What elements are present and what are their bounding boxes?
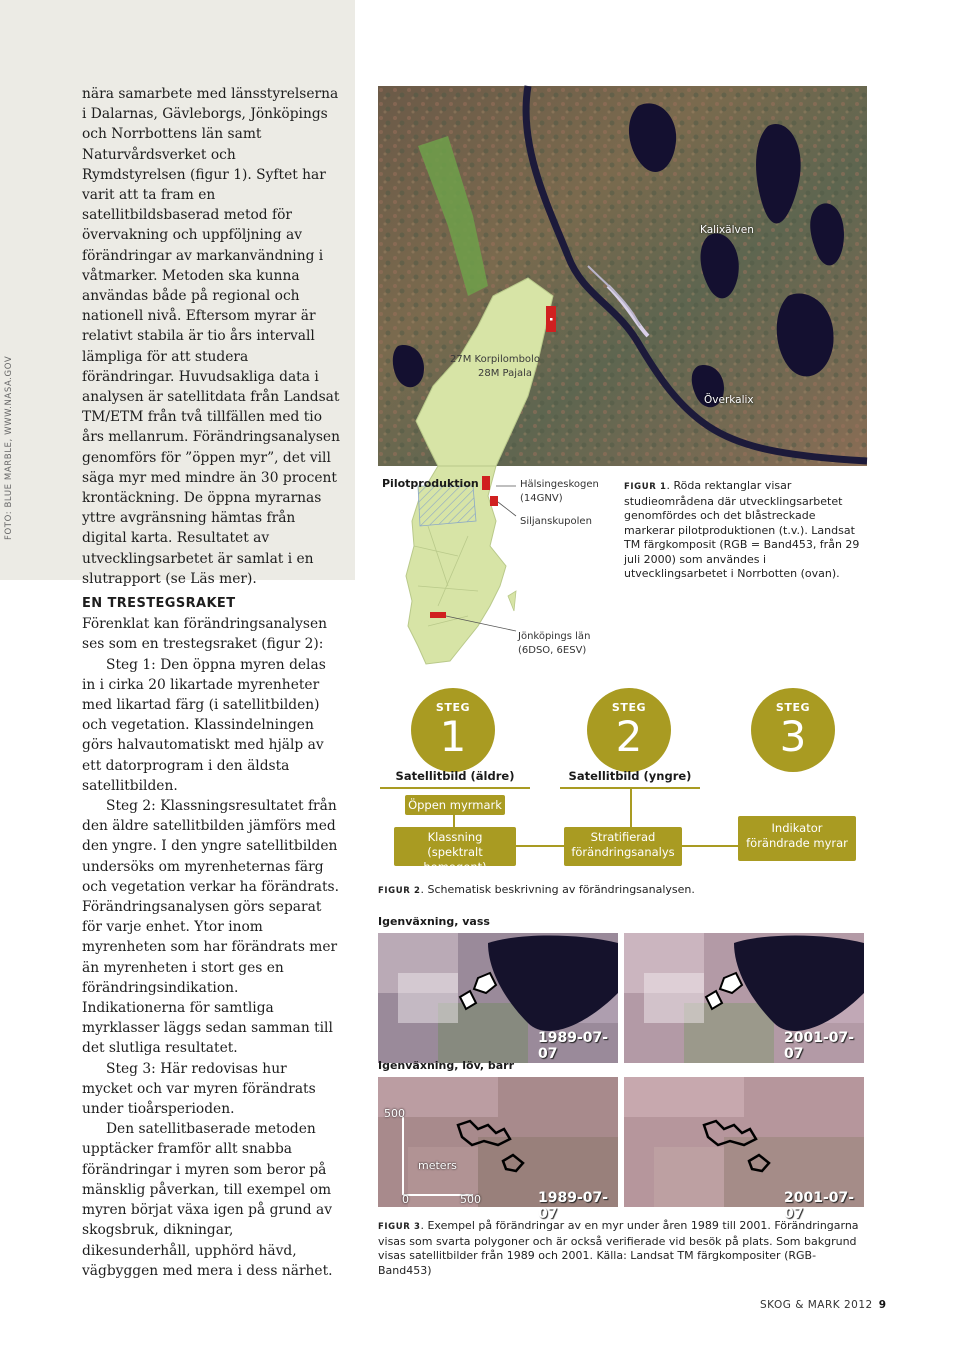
satellite-leaf-1989 [378,1077,618,1222]
figure1-caption [624,479,864,582]
date-1989-top: 1989-07-07 [538,1030,609,1062]
satellite-leaf-2001-graphic [624,1077,864,1207]
page-number: 9 [878,1299,887,1311]
korpilombolo-label: 27M Korpilombolo [450,354,540,365]
trestegsraket-section [82,594,340,1281]
halsingeskogen-label: Hälsingeskogen [520,479,599,490]
step2-to-step3-connector [682,845,738,847]
step3-number: 3 [779,712,807,761]
satellite-reed-1989 [378,933,618,1063]
jonkopings-code: (6DSO, 6ESV) [518,645,587,656]
paragraph-5: Den satellitbaserade metoden upptäcker framför allt snabba förändringar i myren som beror på mänsklig påverkan, till exempel om myren börjat växa igen på grund av skogsbruk, dikningar, dikesunderhåll, upphörd hävd, vägbyggen med mera i dess närhet. [82,1121,333,1279]
date-2001-bottom: 2001-07-07 [784,1190,855,1222]
figure1-text: . Röda rektanglar visar studieområdena där utvecklingsarbetet genomfördes och det blåstreckade markerar pilotproduktionen (t.v.). Landsat TM färgkomposit (RGB = Band453, från 29 juli 2000) som användes i utvecklingsarbetet i Norrbotten (ovan). [624,479,860,580]
paragraph-3: Steg 2: Klassningsresultatet från den äldre satellitbilden jämförs med den yngre. I den yngre satellitbilden undersöks om myrenheternas färg och vegetation verkar ha förändrats. Förändringsanalysen görs separat för varje enhet. Ytor inom myrenheten som har förändrats mer än myrenheten i stort ges en förändringsindikation. Indikationerna för samtliga myrklasser läggs sedan samman till det slutliga resultatet. [82,798,339,1057]
halsingeskogen-code: (14GNV) [520,493,563,504]
scale-0: 0 [402,1193,409,1206]
pajala-label: 28M Pajala [478,368,533,379]
section-heading: EN TRESTEGSRAKET [82,596,236,611]
step2-connector [630,787,632,827]
step1-to-step2-connector [516,845,564,847]
paragraph-4: Steg 3: Här redovisas hur mycket och var myren förändrats under tioårsperioden. [82,1060,316,1118]
step3-circle [751,688,835,772]
step1-circle [411,688,495,772]
intro-text [82,84,340,589]
figure1-label: FIGUR 1 [624,482,667,492]
figure2-label: FIGUR 2 [378,886,421,896]
figure2-text: . Schematisk beskrivning av förändringsanalysen. [420,883,695,896]
step1-connector [453,815,455,827]
step2-title: Satellitbild (yngre) [568,769,692,783]
scale-500-vertical: 500 [384,1107,405,1120]
figure3-label: FIGUR 3 [378,1222,421,1232]
figure3-caption [378,1219,868,1278]
step1-underline [380,787,530,789]
step3-box-indicator [738,816,856,861]
step1-box-classification [394,827,516,874]
image-label-leaf: Igenväxning, löv, barr [378,1059,515,1072]
page-footer [760,1299,887,1311]
pilotproduktion-label: Pilotproduktion [382,477,479,490]
scale-500-horizontal: 500 [460,1193,481,1206]
paragraph-2: Steg 1: Den öppna myren delas in i cirka 20 likartade myrenheter med likartad färg (i satellitbilden) och vegetation. Klassindelningen görs halvautomatiskt med hjälp av ett datorprogram i den äldsta satellitbilden. [82,656,326,794]
figure3-text: . Exempel på förändringar av en myr under åren 1989 till 2001. Förändringarna visas som svarta polygoner och är också verifierade vid besök på plats. Som bakgrund visas satellitbilder från 1989 och 2001. Källa: Landsat TM färgkompositer (RGB-Band453) [378,1219,859,1277]
satellite-image-graphic [378,86,867,466]
step1-box-open-bog: Öppen myrmark [405,795,505,815]
step2-box-line2: förändringsanalys [571,845,675,859]
paragraph-1: Förenklat kan förändringsanalysen ses som en trestegsraket (figur 2): [82,616,327,653]
satellite-reed-2001 [624,933,864,1063]
step2-box-stratified [564,827,682,866]
overkalix-label: Överkalix [704,394,754,406]
step2-word: STEG [611,701,647,714]
satellite-leaf-2001 [624,1077,864,1222]
date-2001-top: 2001-07-07 [784,1030,855,1062]
step1-box-classification-line2: (spektralt homogent) [423,845,487,874]
intro-paragraph: nära samarbete med länsstyrelserna i Dalarnas, Gävleborgs, Jönköpings och Norrbottens län samt Naturvårdsverket och Rymdstyrelsen (figur 1). Syftet har varit att ta fram en satellitbildsbaserad metod för övervakning och uppföljning av förändringar av markanvändning i våtmarker. Metoden ska kunna användas både på regional och nationell nivå. Eftersom myrar är relativt stabila är tio års intervall lämpliga för att studera förändringar. Huvudsakliga data i analysen är satellitdata från Landsat TM/ETM från två tillfällen med tio års mellanrum. Förändringsanalysen genomförs för ”öppen myr”, det vill säga myr med mindre än 30 procent krontäckning. De öppna myrarnas yttre avgränsning hämtas från digital karta. Resultatet av utvecklingsarbetet är samlat i en slutrapport (se Läs mer). [82,86,340,587]
step2-number: 2 [615,712,643,761]
image-label-reed: Igenväxning, vass [378,915,490,928]
step3-word: STEG [775,701,811,714]
satellite-leaf-1989-graphic [378,1077,618,1207]
siljanskupolen-label: Siljanskupolen [520,516,592,527]
step3-box-line2: förändrade myrar [746,836,848,850]
step1-word: STEG [435,701,471,714]
magazine-name: SKOG & MARK 2012 [760,1299,873,1311]
satellite-image-norrbotten [378,86,867,466]
jonkopings-label: Jönköpings län [518,631,591,642]
figure2-caption [378,883,858,899]
step2-box-line1: Stratifierad [590,830,656,844]
step2-circle [587,688,671,772]
step1-number: 1 [439,712,467,761]
scale-meters: meters [418,1159,457,1172]
kalixalven-label: Kalixälven [700,224,754,236]
step3-box-line1: Indikator [771,821,823,835]
photo-credit: FOTO: BLUE MARBLE, WWW.NASA.GOV [4,355,14,540]
date-1989-bottom: 1989-07-07 [538,1190,609,1222]
step1-box-classification-line1: Klassning [427,830,483,844]
step1-title: Satellitbild (äldre) [395,769,515,783]
